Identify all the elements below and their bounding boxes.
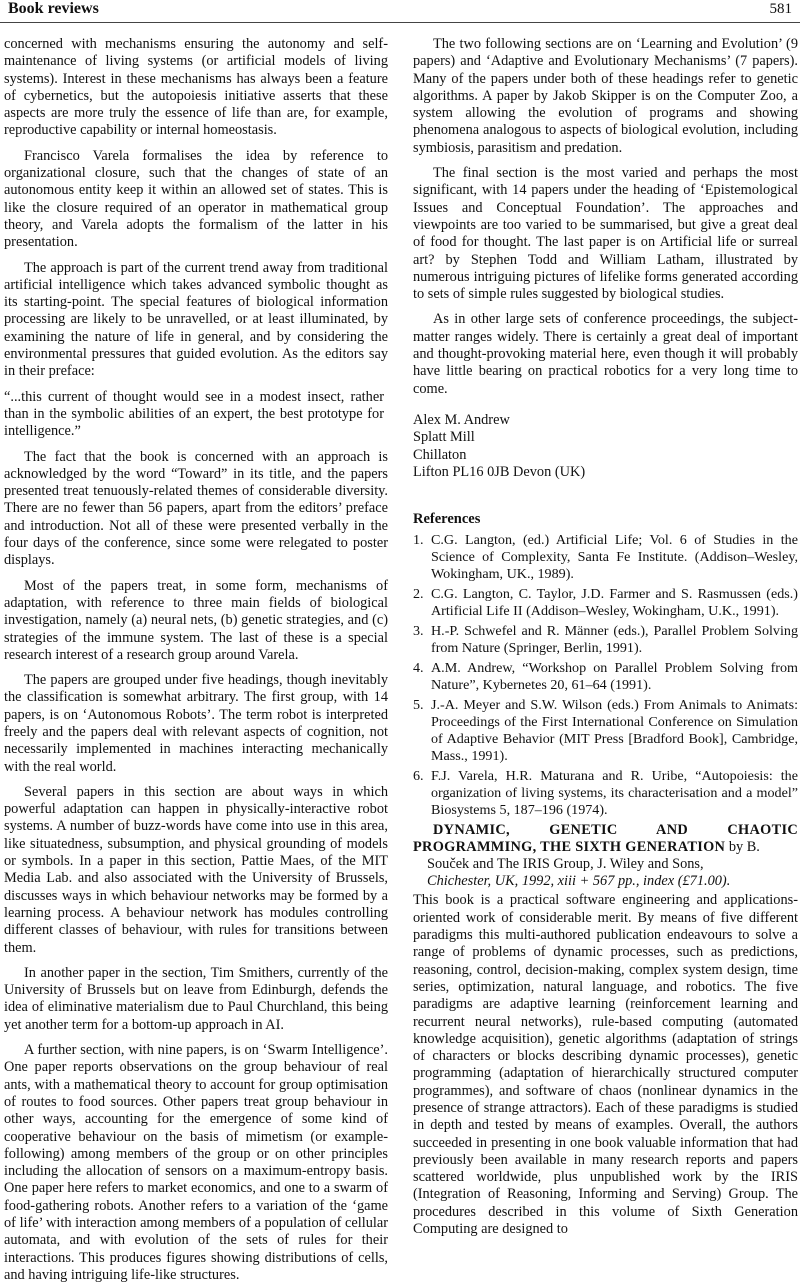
paragraph: This book is a practical software engineering and applications-oriented work of considerable merit. By means of five different paradigms this multi-authored publication endeavours to solve a range of problems of dynamic processes, such as predictions, reasoning, control, decision-making, complex system design, time series, optimization, natural language, and robotics. The five paradigms are adaptive learning (reinforcement learning and recurrent neural networks), rule-based computing (automated knowledge acquisition), genetic algorithms (adaptation of strings of characters or blocks describing dynamic processes), genetic programming (adaptation of hierarchically structured computer programmes), and software of chaos (nonlinear dynamics in the presence of strange attractors). Each of these paradigms is studied in depth and tested by means of examples. Overall, the authors succeeded in presenting in one book valuable information that had previously been available in many research reports and papers scattered worldwide, plus unpublished work by the IRIS (Integration of Reasoning, Informing and Serving) Group. The procedures described in this volume of Sixth Generation Computing are designed to [413, 892, 798, 1238]
right-column [413, 36, 798, 1238]
reviewer-name: Alex M. Andrew [413, 411, 510, 428]
review-body [413, 892, 798, 1238]
references-heading: References [413, 511, 481, 528]
paragraph: Francisco Varela formalises the idea by reference to organizational closure, such that the changes of state of an autonomous entity keep it within an allowed set of states. This is like the closure required of an operator in mathematical group theory, and Varela adopts the formalism of the latter in his presentation. [4, 147, 388, 251]
paragraph: Most of the papers treat, in some form, mechanisms of adaptation, with reference to three main fields of biological investigation, namely (a) neural nets, (b) genetic strategies, and (c) strategies of the immune system. The last of these is a special research interest of a research group around Varela. [4, 577, 388, 663]
reference-item: 2. C.G. Langton, C. Taylor, J.D. Farmer and S. Rasmussen (eds.) Artificial Life II (Addison–Wesley, Wokingham, U.K., 1991). [413, 586, 798, 620]
review-bibliographic-info: Souček and The IRIS Group, J. Wiley and Sons, Chichester, UK, 1992, xiii + 567 pp., index (£71.00). [427, 856, 731, 890]
running-header [0, 0, 800, 23]
paragraph: The papers are grouped under five headings, though inevitably the classification is somewhat arbitrary. The first group, with 14 papers, is on ‘Autonomous Robots’. The term robot is interpreted freely and the papers deal with relevant aspects of cognition, not necessarily implemented in machines interacting mechanically with the real world. [4, 672, 388, 775]
address-line: Splatt Mill [413, 429, 475, 446]
left-column [4, 36, 388, 1284]
paragraph: Several papers in this section are about ways in which powerful adaptation can happen in physically-interactive robot systems. A number of buzz-words have come into use in this area, like situatedness, subsumption, and physical grounding of models or symbols. In a paper in this section, Pattie Maes, of the MIT Media Lab. and also associated with the University of Brussels, discusses ways in which behaviour networks may be formed by a learning process. A behaviour network has modules controlling different classes of behaviour, with rules for transitions between them. [4, 783, 388, 956]
review-title: DYNAMIC, GENETIC AND CHAOTIC PROGRAMMING, THE SIXTH GENERATION by B. [413, 822, 798, 856]
paragraph: The two following sections are on ‘Learning and Evolution’ (9 papers) and ‘Adaptive and Evolutionary Mechanisms’ (7 papers). Many of the papers under both of these headings refer to genetic algorithms. A paper by Jakob Skipper is on the Computer Zoo, a system allowing the evolution of programs and showing phenomena analogous to aspects of biological evolution, including symbiosis, parasitism and predation. [413, 36, 798, 156]
paragraph: The approach is part of the current trend away from traditional artificial intelligence which takes advanced symbolic thought as its starting-point. The special features of biological information processing are likely to be unravelled, or at least illuminated, by examining the nature of life in general, and by considering the environmental pressures that guided evolution. As the editors say in their preface: [4, 259, 388, 380]
paragraph: The fact that the book is concerned with an approach is acknowledged by the word “Toward” in its title, and the papers presented treat tenuously-related themes of considerable diversity. There are no fewer than 56 papers, apart from the editors’ preface and introduction. Not all of these were presented verbally in the four days of the conference, since some were relegated to poster displays. [4, 448, 388, 569]
block-quote: “...this current of thought would see in a modest insect, rather than in the symbolic abilities of an expert, the best prototype for intelligence.” [4, 388, 384, 440]
reference-item: 3. H.-P. Schwefel and R. Männer (eds.), Parallel Problem Solving from Nature (Springer, Berlin, 1991). [413, 623, 798, 657]
address-line: Chillaton [413, 446, 467, 463]
paragraph: As in other large sets of conference proceedings, the subject-matter ranges widely. There is certainly a great deal of important and thought-provoking material here, even though it will probably have little bearing on practical robotics for a very long time to come. [413, 311, 798, 397]
paragraph: The final section is the most varied and perhaps the most significant, with 14 papers under the heading of ‘Epistemological Issues and Conceptual Foundation’. The approaches and viewpoints are too varied to be summarised, but give a great deal of food for thought. The last paper is on Artificial life or surreal art? by Stephen Todd and William Latham, illustrated by numerous intriguing pictures of lifelike forms generated according to sets of simple rules suggested by biological studies. [413, 165, 798, 303]
paragraph: concerned with mechanisms ensuring the autonomy and self-maintenance of living systems (or artificial models of living systems). Interest in these mechanisms has always been a feature of cybernetics, but the autopoiesis initiative asserts that these aspects are more truly the essence of life than are, for example, reproductive capability or internal homeostasis. [4, 36, 388, 139]
references-list [413, 532, 798, 819]
section-title: Book reviews [8, 0, 99, 17]
reference-item: 4. A.M. Andrew, “Workshop on Parallel Problem Solving from Nature”, Kybernetes 20, 61–64 (1991). [413, 660, 798, 694]
reviewer-signature [413, 412, 798, 481]
reference-item: 6. F.J. Varela, H.R. Maturana and R. Uribe, “Autopoiesis: the organization of living systems, its characterisation and a model” Biosystems 5, 187–196 (1974). [413, 768, 798, 819]
reference-item: 1. C.G. Langton, (ed.) Artificial Life; Vol. 6 of Studies in the Science of Complexity, Santa Fe Institute. (Addison–Wesley, Wokingham, UK., 1989). [413, 532, 798, 583]
page-number: 581 [769, 1, 792, 17]
paragraph: In another paper in the section, Tim Smithers, currently of the University of Brussels but on leave from Edinburgh, defends the idea of eliminative materialism due to Paul Churchland, this being yet another term for a bottom-up approach in AI. [4, 964, 388, 1033]
address-line: Lifton PL16 0JB Devon (UK) [413, 463, 586, 480]
paragraph: A further section, with nine papers, is on ‘Swarm Intelligence’. One paper reports observations on the group behaviour of real ants, with a mathematical theory to account for group optimisation of routes to food sources. Other papers treat group behaviour in other ways, accounting for the emergence of some kind of cooperative behaviour on the basis of mimetism (or example-following) among members of the group or on other principles including the allocation of sensors on a maximum-entropy basis. One paper here refers to market economics, and one to a swarm of food-gathering robots. Another refers to a variation of the ‘game of life’ with interaction among members of a population of cellular automata, and with evolution of the sets of rules for their interactions. This produces figures showing distributions of cells, and having intriguing life-like structures. [4, 1042, 388, 1283]
reference-item: 5. J.-A. Meyer and S.W. Wilson (eds.) From Animals to Animats: Proceedings of the First International Conference on Simulation of Adaptive Behavior (MIT Press [Bradford Book], Cambridge, Mass., 1991). [413, 697, 798, 765]
